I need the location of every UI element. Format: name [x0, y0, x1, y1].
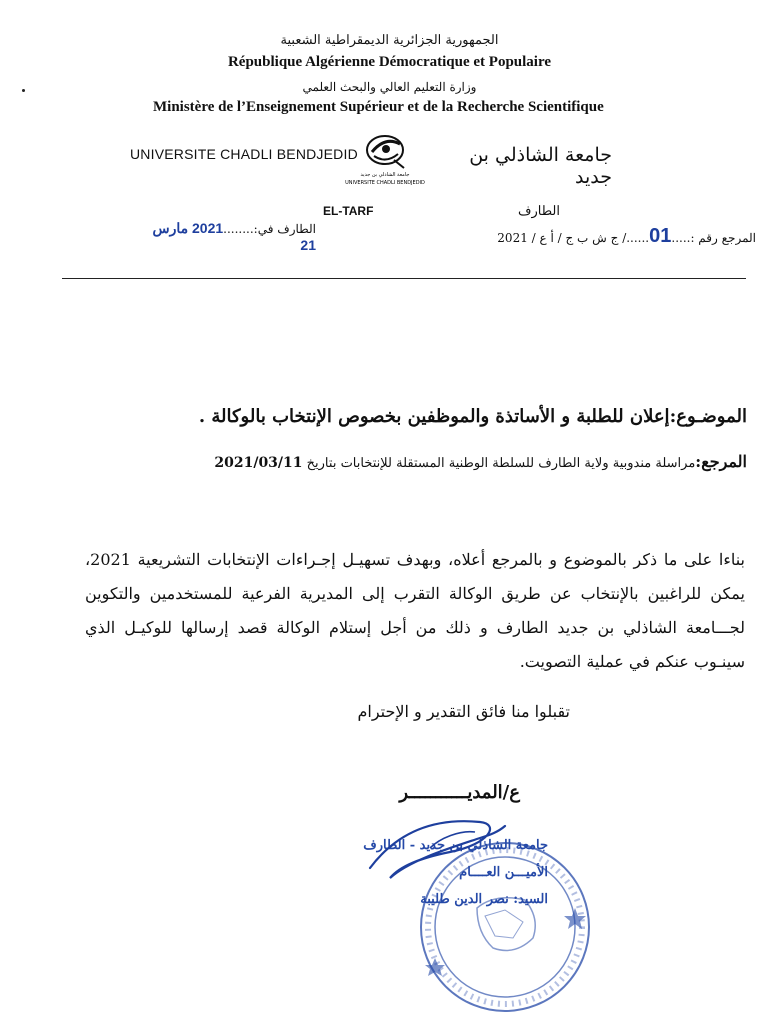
- date-line: [146, 220, 316, 253]
- stamp-name: السيد: نصر الدين طليبة: [420, 892, 548, 907]
- university-logo: [345, 130, 425, 188]
- reference-line-label: المرجع:: [695, 452, 747, 471]
- date-label: الطارف في:........: [223, 222, 316, 236]
- reference-label: المرجع رقم :.....: [671, 231, 756, 245]
- ministry-arabic: وزارة التعليم العالي والبحث العلمي: [302, 80, 477, 94]
- subject-line: [110, 406, 747, 427]
- subject-label: الموضـوع:: [669, 406, 747, 427]
- reference-number: 01: [649, 225, 672, 247]
- handwritten-signature: [330, 808, 520, 888]
- ministry-french: Ministère de l’Enseignement Supérieur et de la Recherche Scientifique: [153, 99, 604, 115]
- stamp-university: جامعة الشاذلي بن جديد - الطارف: [363, 838, 548, 853]
- signatory-title: ع/المديـــــــــــر: [399, 782, 520, 803]
- republic-french: République Algérienne Démocratique et Populaire: [227, 54, 552, 70]
- date-value: 2021 مارس 21: [152, 220, 316, 253]
- city-french: EL-TARF: [323, 204, 374, 218]
- logo-caption-french: UNIVERSITE CHADLI BENDJEDID: [345, 180, 425, 186]
- reference-year: 2021: [497, 231, 528, 245]
- reference-middle: ....../ ج ش ب ج / أ ع /: [527, 231, 650, 245]
- reference-line-text: مراسلة مندوبية ولاية الطارف للسلطة الوطنية المستقلة للإنتخابات بتاريخ: [302, 456, 696, 471]
- republic-arabic: الجمهورية الجزائرية الديمقراطية الشعبية: [280, 33, 499, 48]
- reference-line: [150, 452, 747, 471]
- city-arabic: الطارف: [518, 204, 560, 219]
- closing-line: تقبلوا منا فائق التقدير و الإحترام: [357, 702, 570, 721]
- university-name-french: UNIVERSITE CHADLI BENDJEDID: [130, 146, 358, 162]
- university-name-arabic: جامعة الشاذلي بن جديد: [469, 144, 612, 188]
- subject-text: إعلان للطلبة و الأساتذة والموظفين بخصوص الإنتخاب بالوكالة .: [198, 406, 670, 427]
- header-divider: [62, 278, 746, 279]
- stamp-position: الأميـــن العــــام: [459, 865, 548, 880]
- reference-line-date: 2021/03/11: [214, 455, 303, 471]
- logo-caption-arabic: جامعة الشاذلي بن جديد: [360, 172, 410, 178]
- body-paragraph: بناءا على ما ذكر بالموضوع و بالمرجع أعلاه، وبهدف تسهيـل إجـراءات الإنتخابات التشريعية 2021، يمكن للراغبين بالإنتخاب عن طريق الوكالة التقرب إلى المديرية الفرعية للمستخدمين والتكوين لجـــامعة الشاذلي بن جديد الطارف و ذلك من أجل إستلام الوكالة قصد إرسالها للوكيـل الذي سينـوب عنكم في عملية التصويت.: [85, 550, 745, 671]
- reference-number-line: [480, 225, 756, 248]
